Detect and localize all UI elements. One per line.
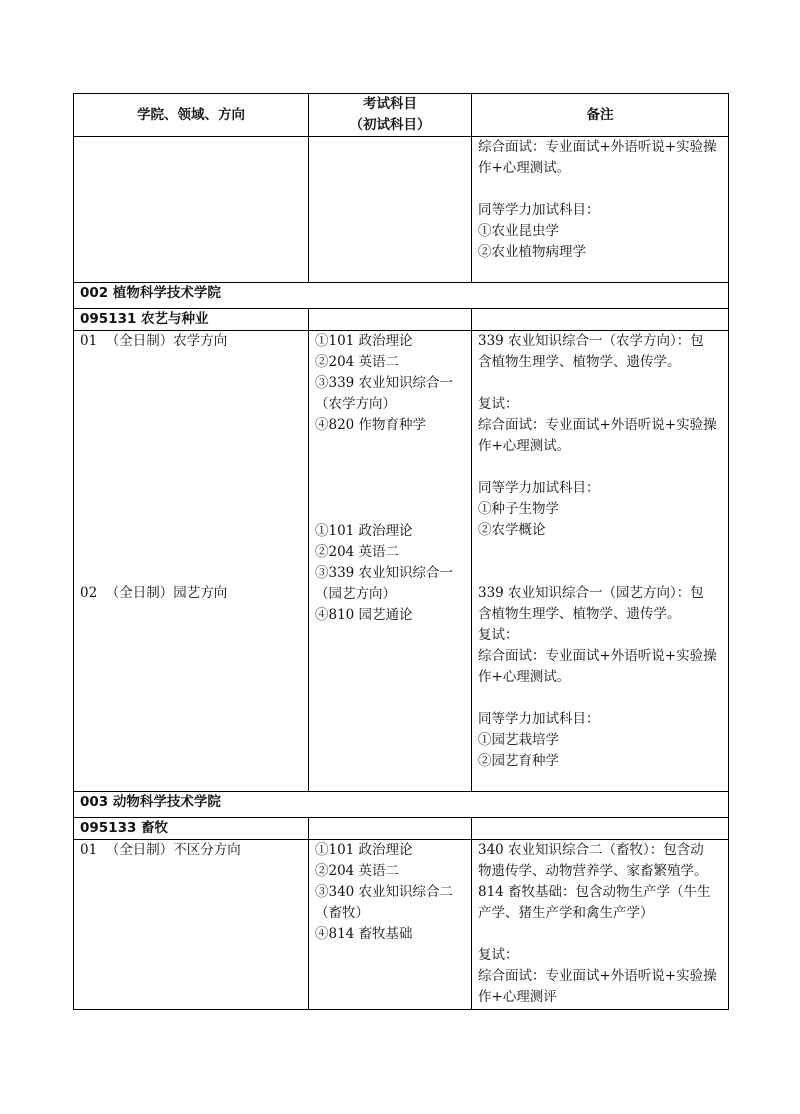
empty-cell: [472, 818, 729, 840]
text-line: （园艺方向）: [315, 586, 396, 602]
college-row-003: [74, 792, 729, 818]
notes-cell-095131: [472, 331, 729, 792]
text-line: ①园艺栽培学: [478, 732, 559, 748]
cont-direction-cell: [74, 137, 309, 283]
table-row: [74, 137, 729, 283]
text-line: 含植物生理学、植物学、遗传学。: [478, 606, 681, 622]
text-line: 综合面试：专业面试+外语听说+实验操: [478, 139, 717, 155]
text-line: ④810 园艺通论: [315, 607, 413, 623]
subjects-list-02: [315, 521, 465, 626]
blank-line: [478, 373, 722, 394]
text-line: 814 畜牧基础：包含动物生产学（牛生: [478, 884, 711, 900]
text-line: 复试：: [478, 947, 519, 963]
direction-cell-095133: [74, 840, 309, 1010]
text-line: ②农业植物病理学: [478, 244, 586, 260]
text-line: ①101 政治理论: [315, 842, 413, 858]
text-line: ②204 英语二: [315, 544, 400, 560]
text-line: ③339 农业知识综合一: [315, 375, 454, 391]
major-title-095131: 095131 农艺与种业: [74, 309, 309, 331]
empty-cell: [309, 818, 472, 840]
text-line: 作+心理测试。: [478, 669, 571, 685]
table-header-row: [74, 94, 729, 137]
empty-cell: [472, 309, 729, 331]
text-line: 同等学力加试科目：: [478, 711, 600, 727]
text-line: ④814 畜牧基础: [315, 926, 413, 942]
text-line: ③340 农业知识综合二: [315, 884, 454, 900]
college-title-003: 003 动物科学技术学院: [74, 792, 729, 818]
text-line: ②204 英语二: [315, 354, 400, 370]
subjects-cell-095131: [309, 331, 472, 792]
text-line: 含植物生理学、植物学、遗传学。: [478, 354, 681, 370]
text-line: ②204 英语二: [315, 863, 400, 879]
header-exam-subjects-sub: （初试科目）: [349, 117, 431, 133]
text-line: ①农业昆虫学: [478, 223, 559, 239]
header-college-direction: 学院、领域、方向: [74, 94, 309, 137]
text-line: ①101 政治理论: [315, 523, 413, 539]
direction-name-095133-01: 01 （全日制）不区分方向: [80, 842, 241, 858]
notes-cell-095133: [472, 840, 729, 1010]
cont-subjects-cell: [309, 137, 472, 283]
text-line: 复试：: [478, 627, 519, 643]
text-line: 综合面试：专业面试+外语听说+实验操: [478, 968, 717, 984]
text-line: ①种子生物学: [478, 501, 559, 517]
text-line: 同等学力加试科目：: [478, 480, 600, 496]
blank-line: [478, 688, 722, 709]
subjects-cell-095133: [309, 840, 472, 1010]
direction-name-02: 02 （全日制）园艺方向: [80, 585, 228, 601]
text-line: 复试：: [478, 396, 519, 412]
blank-line: [478, 179, 722, 200]
header-exam-subjects-title: 考试科目: [363, 96, 417, 112]
admissions-table: [73, 93, 729, 1010]
text-line: 综合面试：专业面试+外语听说+实验操: [478, 417, 717, 433]
text-line: （畜牧）: [315, 905, 369, 921]
text-line: ②农学概论: [478, 522, 546, 538]
header-notes: 备注: [472, 94, 729, 137]
table-row: [74, 840, 729, 1010]
header-exam-subjects: [309, 94, 472, 137]
empty-cell: [309, 309, 472, 331]
notes-list-01: [478, 331, 722, 541]
text-line: 340 农业知识综合二（畜牧）：包含动: [478, 842, 704, 858]
direction-name-01: 01 （全日制）农学方向: [80, 333, 228, 349]
text-line: 作+心理测试。: [478, 438, 571, 454]
blank-line: [478, 457, 722, 478]
text-line: ③339 农业知识综合一: [315, 565, 454, 581]
notes-list-02: [478, 583, 722, 772]
college-title-002: 002 植物科学技术学院: [74, 283, 729, 309]
major-title-095133: 095133 畜牧: [74, 818, 309, 840]
text-line: ①101 政治理论: [315, 333, 413, 349]
text-line: 物遗传学、动物营养学、家畜繁殖学。: [478, 863, 708, 879]
text-line: 同等学力加试科目：: [478, 202, 600, 218]
text-line: 产学、猪生产学和禽生产学）: [478, 905, 654, 921]
text-line: 339 农业知识综合一（农学方向）：包: [478, 333, 704, 349]
text-line: （农学方向）: [315, 396, 396, 412]
text-line: 综合面试：专业面试+外语听说+实验操: [478, 648, 717, 664]
text-line: 339 农业知识综合一（园艺方向）：包: [478, 585, 704, 601]
text-line: 作+心理测试。: [478, 160, 571, 176]
major-row-095133: [74, 818, 729, 840]
major-row-095131: [74, 309, 729, 331]
direction-cell-095131: [74, 331, 309, 792]
table-row: [74, 331, 729, 792]
text-line: ②园艺育种学: [478, 753, 559, 769]
text-line: ④820 作物育种学: [315, 417, 427, 433]
cont-notes-cell: [472, 137, 729, 283]
blank-line: [478, 924, 722, 945]
subjects-list-01: [315, 331, 465, 436]
college-row-002: [74, 283, 729, 309]
text-line: 作+心理测评: [478, 989, 557, 1005]
